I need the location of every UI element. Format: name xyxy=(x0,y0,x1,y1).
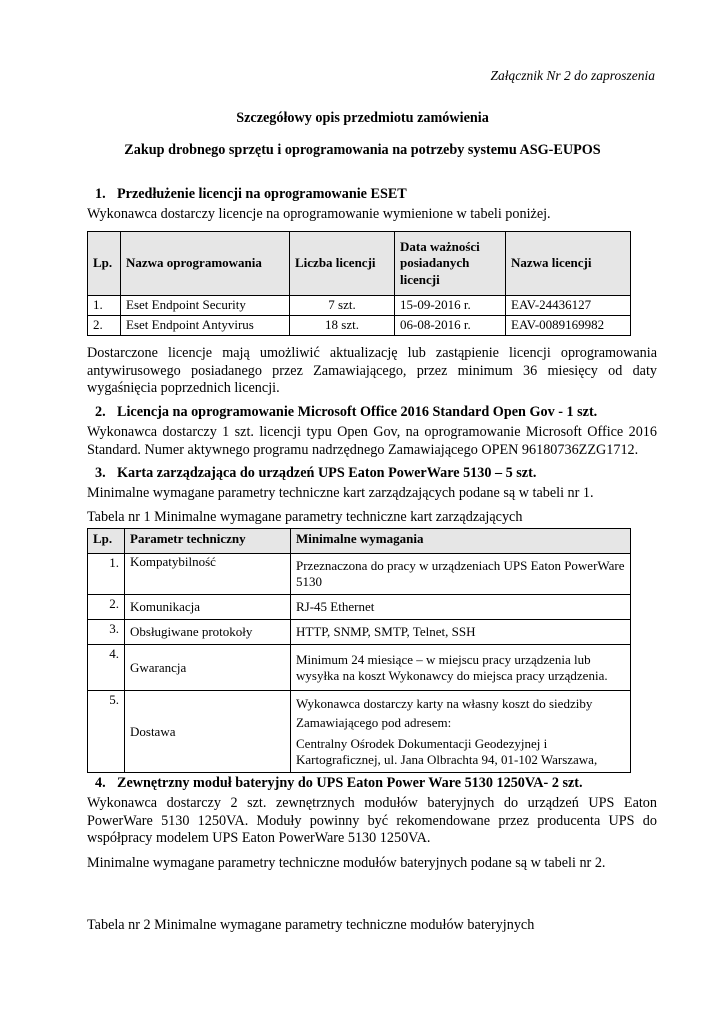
cell-lp: 2. xyxy=(88,316,121,336)
document-subtitle: Zakup drobnego sprzętu i oprogramowania na potrzeby systemu ASG-EUPOS xyxy=(124,142,601,158)
section-3-title: Karta zarządzająca do urządzeń UPS Eaton PowerWare 5130 – 5 szt. xyxy=(117,465,537,481)
section-2-heading xyxy=(95,404,597,422)
section-1-number: 1. xyxy=(95,186,106,202)
section-4-body: Wykonawca dostarczy 2 szt. zewnętrznych modułów bateryjnych do urządzeń UPS Eaton PowerWare 5130 1250VA. Moduły powinny być rekomendowane przez producenta UPS do współpracy modelem UPS Eaton PowerWare 5130 1250VA. xyxy=(87,795,657,847)
table-row xyxy=(88,296,631,316)
cell-requirement: Minimum 24 miesiące – w miejscu pracy urządzenia lub wysyłka na koszt Wykonawcy do miejsca pracy urządzenia. xyxy=(291,645,631,691)
section-1-title: Przedłużenie licencji na oprogramowanie ESET xyxy=(117,186,407,202)
cell-count: 18 szt. xyxy=(290,316,395,336)
cell-lp: 4. xyxy=(88,645,125,691)
license-table-header xyxy=(88,232,631,296)
table-1-caption: Tabela nr 1 Minimalne wymagane parametry techniczne kart zarządzających xyxy=(87,509,523,525)
cell-expiry: 06-08-2016 r. xyxy=(395,316,506,336)
section-2-title: Licencja na oprogramowanie Microsoft Office 2016 Standard Open Gov - 1 szt. xyxy=(117,404,598,420)
section-4-number: 4. xyxy=(95,775,106,791)
section-1-heading xyxy=(95,186,407,204)
table-row xyxy=(88,691,631,773)
table-row xyxy=(88,595,631,620)
cell-lp: 1. xyxy=(88,296,121,316)
section-1-after: Dostarczone licencje mają umożliwić aktualizację lub zastąpienie licencji oprogramowania antywirusowego posiadanego przez Zamawiającego, przez minimum 36 miesięcy od daty wygaśnięcia poprzednich licencji. xyxy=(87,345,657,397)
cell-lp: 2. xyxy=(88,595,125,620)
section-4-intro: Minimalne wymagane parametry techniczne modułów bateryjnych podane są w tabeli nr 2. xyxy=(87,855,606,871)
cell-parameter: Kompatybilność xyxy=(125,554,291,595)
section-2-body: Wykonawca dostarczy 1 szt. licencji typu Open Gov, na oprogramowanie Microsoft Office 2016 Standard. Numer aktywnego programu nadrzędnego Zamawiającego OPEN 96180736ZZG1712. xyxy=(87,424,657,458)
cell-parameter: Komunikacja xyxy=(125,595,291,620)
delivery-text: Wykonawca dostarczy karty na własny koszt do siedziby Zamawiającego pod adresem: xyxy=(296,696,593,731)
cell-parameter: Gwarancja xyxy=(125,645,291,691)
col-header-license-name: Nazwa licencji xyxy=(506,232,631,296)
table-row xyxy=(88,620,631,645)
cell-parameter: Obsługiwane protokoły xyxy=(125,620,291,645)
section-4-heading xyxy=(95,775,583,793)
cell-requirement: Przeznaczona do pracy w urządzeniach UPS Eaton PowerWare 5130 xyxy=(291,554,631,595)
license-table xyxy=(87,231,631,336)
cell-count: 7 szt. xyxy=(290,296,395,316)
cell-license-name: EAV-0089169982 xyxy=(506,316,631,336)
col-header-lp: Lp. xyxy=(88,232,121,296)
section-3-number: 3. xyxy=(95,465,106,481)
cell-expiry: 15-09-2016 r. xyxy=(395,296,506,316)
cell-software: Eset Endpoint Antyvirus xyxy=(121,316,290,336)
col-header-software: Nazwa oprogramowania xyxy=(121,232,290,296)
section-4-title: Zewnętrzny moduł bateryjny do UPS Eaton Power Ware 5130 1250VA- 2 szt. xyxy=(117,775,583,791)
cell-requirement: HTTP, SNMP, SMTP, Telnet, SSH xyxy=(291,620,631,645)
section-3-heading xyxy=(95,465,536,483)
cell-software: Eset Endpoint Security xyxy=(121,296,290,316)
table-row xyxy=(88,554,631,595)
cell-lp: 1. xyxy=(88,554,125,595)
section-3-intro: Minimalne wymagane parametry techniczne kart zarządzających podane są w tabeli nr 1. xyxy=(87,485,594,501)
annex-label: Załącznik Nr 2 do zaproszenia xyxy=(490,68,655,83)
management-card-table xyxy=(87,528,631,773)
section-1-intro: Wykonawca dostarczy licencje na oprogramowanie wymienione w tabeli poniżej. xyxy=(87,206,551,222)
cell-requirement xyxy=(291,691,631,773)
cell-license-name: EAV-24436127 xyxy=(506,296,631,316)
cell-requirement: RJ-45 Ethernet xyxy=(291,595,631,620)
table-row xyxy=(88,645,631,691)
table-row xyxy=(88,316,631,336)
document-title: Szczegółowy opis przedmiotu zamówienia xyxy=(236,110,489,126)
delivery-address: Centralny Ośrodek Dokumentacji Geodezyjnej i Kartograficznej, ul. Jana Olbrachta 94, 01-102 Warszawa, xyxy=(296,736,598,768)
cell-lp: 5. xyxy=(88,691,125,773)
table-2-caption: Tabela nr 2 Minimalne wymagane parametry techniczne modułów bateryjnych xyxy=(87,917,535,933)
cell-lp: 3. xyxy=(88,620,125,645)
col-header-requirements: Minimalne wymagania xyxy=(291,529,631,554)
col-header-lp: Lp. xyxy=(88,529,125,554)
col-header-count: Liczba licencji xyxy=(290,232,395,296)
cell-parameter: Dostawa xyxy=(125,691,291,773)
section-2-number: 2. xyxy=(95,404,106,420)
requirements-table-header xyxy=(88,529,631,554)
col-header-parameter: Parametr techniczny xyxy=(125,529,291,554)
col-header-expiry: Data ważności posiadanych licencji xyxy=(395,232,506,296)
